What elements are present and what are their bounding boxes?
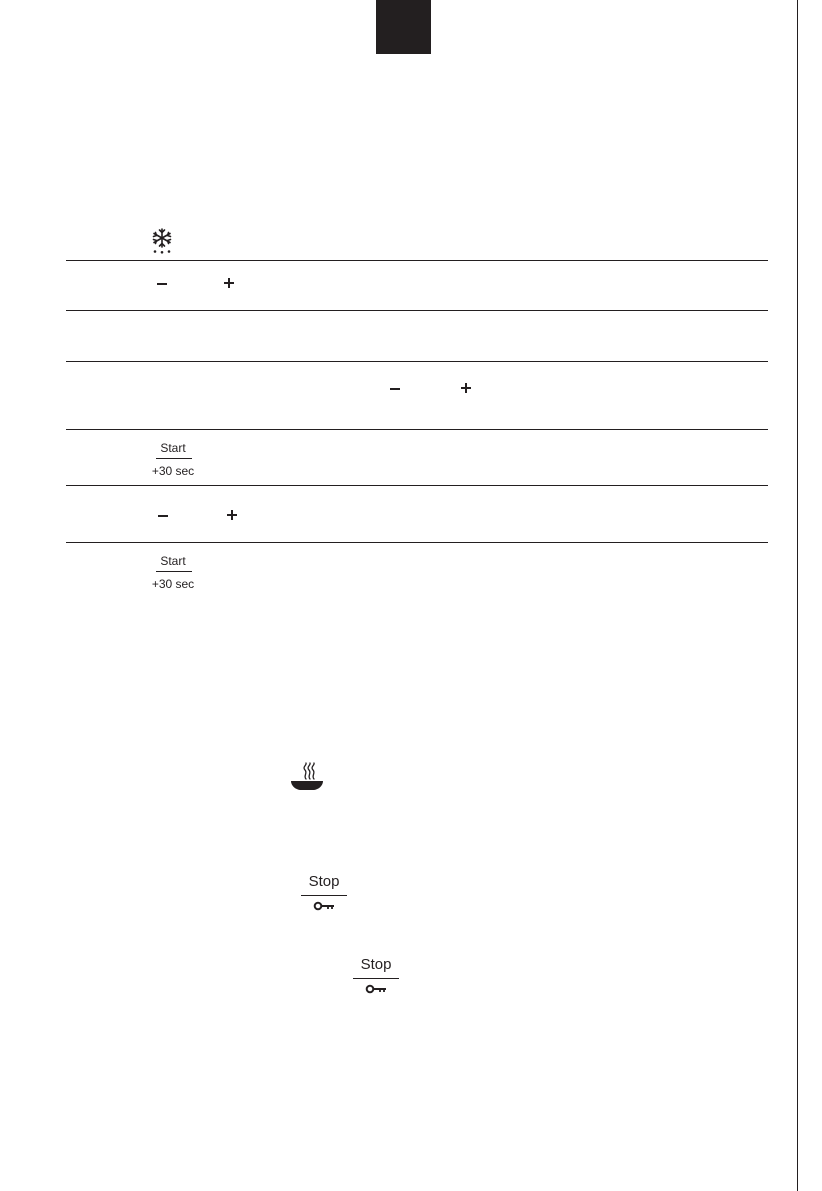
minus-icon (156, 278, 168, 290)
stop-button-symbol (346, 956, 406, 998)
section-divider (66, 429, 768, 430)
minus-icon (157, 510, 169, 522)
stop-label: Stop (360, 956, 392, 973)
plus-icon (223, 277, 235, 289)
section-divider (66, 310, 768, 311)
start-button-symbol (142, 554, 204, 590)
start-button-symbol (142, 441, 204, 477)
section-divider (66, 361, 768, 362)
stop-label: Stop (308, 873, 340, 890)
section-divider (66, 542, 768, 543)
start-sublabel: +30 sec (151, 577, 195, 591)
start-button-rule (156, 571, 192, 572)
snowflake-icon (150, 227, 174, 254)
minus-icon (389, 383, 401, 395)
page-header-tab (376, 0, 431, 54)
stop-button-symbol (294, 873, 354, 915)
stop-button-rule (353, 978, 399, 979)
start-label: Start (160, 554, 186, 568)
start-sublabel: +30 sec (151, 464, 195, 478)
start-button-rule (156, 458, 192, 459)
key-icon (365, 984, 387, 994)
stop-button-rule (301, 895, 347, 896)
key-icon (313, 901, 335, 911)
section-divider (66, 260, 768, 261)
section-divider (66, 485, 768, 486)
steaming-bowl-icon (289, 762, 325, 791)
plus-icon (460, 382, 472, 394)
plus-icon (226, 509, 238, 521)
start-label: Start (160, 441, 186, 455)
